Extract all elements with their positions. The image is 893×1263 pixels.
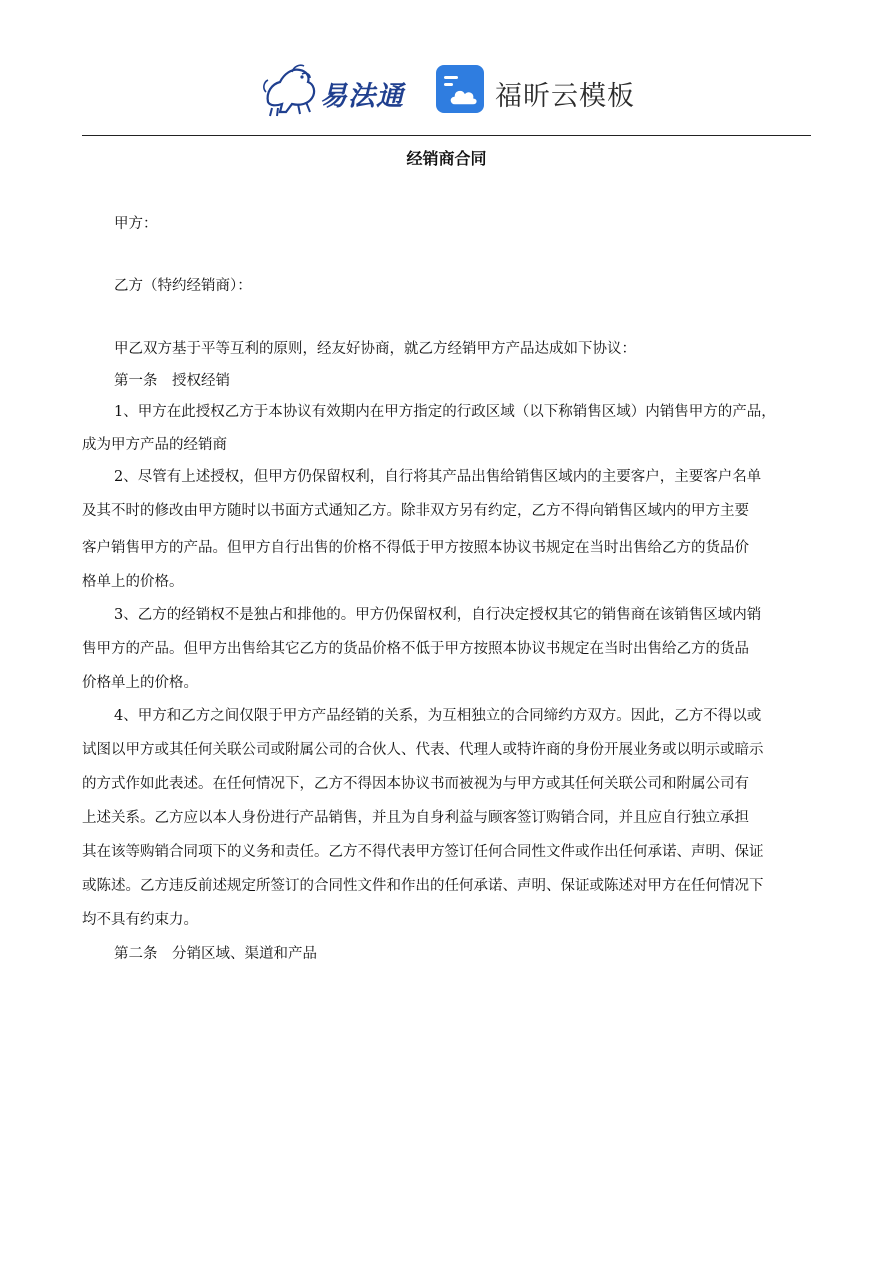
body-line: 试图以甲方或其任何关联公司或附属公司的合伙人、代表、代理人或特许商的身份开展业务或以明示或暗示: [82, 742, 764, 758]
header: [0, 58, 893, 122]
yifatong-logo[interactable]: [262, 62, 412, 118]
section-heading: 第一条 授权经销: [114, 373, 230, 389]
fuxin-logo-text: 福昕云模板: [495, 81, 635, 112]
body-line: 甲乙双方基于平等互利的原则，经友好协商，就乙方经销甲方产品达成如下协议：: [114, 341, 636, 357]
body-line: 格单上的价格。: [82, 574, 184, 590]
body-line: 上述关系。乙方应以本人身份进行产品销售，并且为自身利益与顾客签订购销合同，并且应自行独立承担: [82, 810, 749, 826]
document-title: 经销商合同: [406, 149, 487, 168]
body-line: 及其不时的修改由甲方随时以书面方式通知乙方。除非双方另有约定，乙方不得向销售区域内的甲方主要: [82, 503, 749, 519]
body-line: 的方式作如此表述。在任何情况下，乙方不得因本协议书而被视为与甲方或其任何关联公司和附属公司有: [82, 776, 749, 792]
body-line: 客户销售甲方的产品。但甲方自行出售的价格不得低于甲方按照本协议书规定在当时出售给乙方的货品价: [82, 540, 749, 556]
cloud-document-icon: [435, 64, 485, 114]
body-line: 4、甲方和乙方之间仅限于甲方产品经销的关系，为互相独立的合同缔约方双方。因此，乙方不得以或: [114, 708, 762, 724]
body-line: 3、乙方的经销权不是独占和排他的。甲方仍保留权利，自行决定授权其它的销售商在该销售区域内销: [114, 607, 762, 623]
party-b-label: 乙方（特约经销商）：: [114, 278, 252, 294]
body-line: 或陈述。乙方违反前述规定所签订的合同性文件和作出的任何承诺、声明、保证或陈述对甲方在任何情况下: [82, 878, 764, 894]
body-line: 均不具有约束力。: [82, 912, 198, 928]
body-line: 售甲方的产品。但甲方出售给其它乙方的货品价格不低于甲方按照本协议书规定在当时出售给乙方的货品: [82, 641, 749, 657]
qilin-beast-icon: [262, 62, 320, 118]
section-heading: 第二条 分销区域、渠道和产品: [114, 946, 317, 962]
body-line: 其在该等购销合同项下的义务和责任。乙方不得代表甲方签订任何合同性文件或作出任何承诺、声明、保证: [82, 844, 764, 860]
body-line: 1、甲方在此授权乙方于本协议有效期内在甲方指定的行政区域（以下称销售区域）内销售甲方的产品，: [114, 404, 776, 420]
header-divider: [82, 135, 811, 136]
body-line: 成为甲方产品的经销商: [82, 437, 227, 453]
party-a-label: 甲方：: [114, 216, 158, 232]
body-line: 价格单上的价格。: [82, 675, 198, 691]
yifatong-logo-text: 易法通: [320, 81, 404, 112]
body-line: 2、尽管有上述授权，但甲方仍保留权利，自行将其产品出售给销售区域内的主要客户，主要客户名单: [114, 469, 762, 485]
